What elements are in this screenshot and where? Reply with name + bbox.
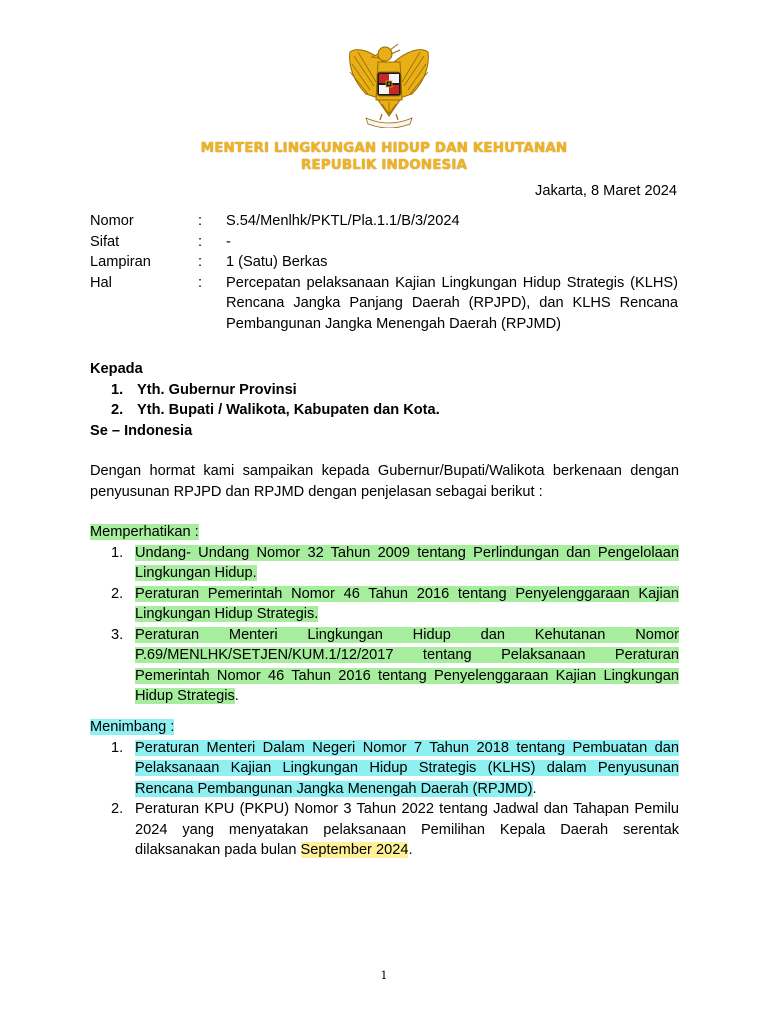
memperhatikan-section (90, 522, 679, 707)
recipient-item (90, 400, 678, 421)
intro-paragraph: Dengan hormat kami sampaikan kepada Gubernur/Bupati/Walikota berkenaan dengan penyusunan RPJPD dan RPJMD dengan penjelasan sebagai berikut : (90, 463, 679, 500)
list-text-tail: . (408, 842, 413, 858)
recipients-footer: Se – Indonesia (90, 422, 193, 439)
list-item (90, 625, 679, 707)
recipients-heading: Kepada (90, 361, 143, 377)
list-number: 2. (111, 801, 124, 817)
meta-colon: : (198, 254, 203, 270)
garuda-pancasila-emblem-icon (344, 42, 434, 128)
list-number: 1. (111, 739, 124, 756)
section-heading: Memperhatikan : (90, 524, 199, 540)
meta-label: Lampiran (90, 254, 151, 270)
meta-row-hal (90, 273, 678, 335)
meta-value: Percepatan pelaksanaan Kajian Lingkungan Hidup Strategis (KLHS) Rencana Jangka Panjang Daerah (RPJPD), dan KLHS Rencana Pembangunan Jangka Menengah Daerah (RPJMD) (226, 274, 678, 332)
list-text: Peraturan KPU (PKPU) Nomor 3 Tahun 2022 tentang Jadwal dan Tahapan Pemilu 2024 yang menyatakan pelaksanaan Pemilihan Kepala Daerah serentak dilaksanakan pada bulan (135, 801, 679, 858)
meta-label: Sifat (90, 233, 120, 250)
recipient-text: Yth. Bupati / Walikota, Kabupaten dan Kota. (137, 402, 440, 418)
meta-label: Nomor (90, 213, 134, 229)
section-heading: Menimbang : (90, 719, 175, 735)
meta-value: - (226, 233, 231, 250)
list-number: 3. (111, 626, 124, 643)
list-text: Peraturan Pemerintah Nomor 46 Tahun 2016 tentang Penyelenggaraan Kajian Lingkungan Hidup Strategis. (135, 585, 679, 622)
meta-row-sifat (90, 232, 678, 253)
recipient-text: Yth. Gubernur Provinsi (137, 381, 297, 398)
menimbang-section (90, 717, 679, 861)
page-number: 1 (380, 969, 388, 982)
list-number: 2. (111, 585, 124, 602)
list-item (90, 799, 679, 861)
list-item (90, 738, 679, 800)
letter-meta (90, 211, 678, 334)
list-item (90, 543, 679, 584)
recipients-block (90, 359, 678, 441)
list-text: Undang- Undang Nomor 32 Tahun 2009 tentang Perlindungan dan Pengelolaan Lingkungan Hidup. (135, 544, 679, 581)
institution-name: MENTERI LINGKUNGAN HIDUP DAN KEHUTANAN (200, 140, 568, 156)
recipient-number: 2. (111, 402, 124, 418)
list-text: Peraturan Menteri Dalam Negeri Nomor 7 Tahun 2018 tentang Pembuatan dan Pelaksanaan Kajian Lingkungan Hidup Strategis (KLHS) dalam Penyusunan Rencana Pembangunan Jangka Menengah Daerah (RPJMD) (135, 739, 679, 797)
list-number: 1. (111, 544, 124, 561)
meta-colon: : (198, 213, 203, 229)
recipient-number: 1. (111, 381, 124, 398)
meta-colon: : (198, 233, 203, 250)
meta-row-nomor (90, 211, 678, 232)
letter-date: Jakarta, 8 Maret 2024 (535, 183, 677, 199)
highlighted-date: September 2024 (300, 842, 409, 858)
list-text: Peraturan Menteri Lingkungan Hidup dan Kehutanan Nomor P.69/MENLHK/SETJEN/KUM.1/12/2017 tentang Pelaksanaan Peraturan Pemerintah Nomor 46 Tahun 2016 tentang Penyelenggaraan Kajian Lingkungan Hidup Strategis (135, 626, 679, 704)
meta-row-lampiran (90, 252, 678, 273)
meta-value: S.54/Menlhk/PKTL/Pla.1.1/B/3/2024 (226, 213, 460, 229)
meta-value: 1 (Satu) Berkas (226, 254, 328, 270)
institution-country: REPUBLIK INDONESIA (300, 157, 468, 173)
meta-colon: : (198, 274, 203, 291)
list-item (90, 584, 679, 625)
meta-label: Hal (90, 274, 112, 291)
list-text-tail: . (234, 688, 239, 704)
list-text-tail: . (532, 780, 537, 797)
recipient-item (90, 380, 678, 401)
